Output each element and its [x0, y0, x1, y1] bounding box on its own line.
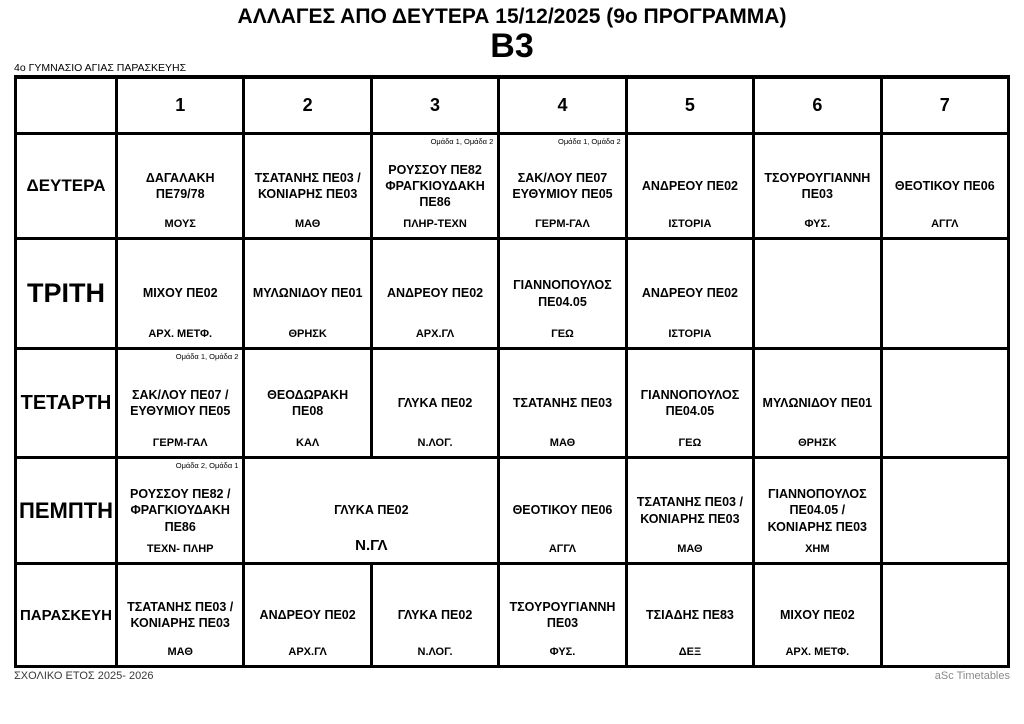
subject-name: ΑΡΧ.ΓΛ [288, 646, 327, 659]
day-label: ΔΕΥΤΕΡΑ [16, 134, 117, 239]
group-label: Ομάδα 1, Ομάδα 2 [430, 137, 494, 147]
empty-lesson-cell [881, 239, 1008, 349]
subject-name: ΓΕΡΜ-ΓΑΛ [152, 437, 208, 450]
lesson-cell [117, 564, 244, 667]
subject-name: ΙΣΤΟΡΙΑ [668, 218, 712, 231]
teacher-name: ΓΛΥΚΑ ΠΕ02 [334, 503, 409, 518]
teacher-name: ΤΣΙΑΔΗΣ ΠΕ83 [645, 607, 734, 622]
lesson-cell [117, 134, 244, 239]
lesson-cell [626, 564, 753, 667]
subject-name: ΑΡΧ. ΜΕΤΦ. [785, 646, 850, 659]
subject-name: ΚΑΛ [296, 437, 320, 450]
teacher-name: ΘΕΟΤΙΚΟΥ ΠΕ06 [512, 503, 613, 518]
lesson-cell [371, 134, 498, 239]
teacher-name: ΘΕΟΤΙΚΟΥ ΠΕ06 [894, 178, 995, 193]
subject-name: Ν.ΛΟΓ. [417, 646, 453, 659]
period-header-row [16, 78, 1009, 134]
teacher-name: ΑΝΔΡΕΟΥ ΠΕ02 [386, 286, 484, 301]
subject-name: ΜΑΘ [167, 646, 193, 659]
day-row [16, 239, 1009, 349]
empty-lesson-cell [754, 239, 881, 349]
teacher-name: ΓΛΥΚΑ ΠΕ02 [397, 607, 473, 622]
lesson-cell [117, 458, 244, 564]
subject-name: ΜΑΘ [677, 543, 703, 556]
day-label: ΤΕΤΑΡΤΗ [16, 349, 117, 458]
subject-name: ΑΓΓΛ [931, 218, 959, 231]
period-header-6: 6 [754, 78, 881, 134]
teacher-name: ΔΑΓΑΛΑΚΗ ΠΕ79/78 [145, 170, 215, 202]
lesson-cell [499, 239, 626, 349]
empty-lesson-cell [881, 564, 1008, 667]
group-label: Ομάδα 2, Ομάδα 1 [175, 461, 239, 471]
day-label: ΠΕΜΠΤΗ [16, 458, 117, 564]
period-header-2: 2 [244, 78, 371, 134]
teacher-name: ΤΣΟΥΡΟΥΓΙΑΝΝΗ ΠΕ03 [509, 599, 616, 631]
page-footer [14, 670, 1010, 682]
subject-name: ΙΣΤΟΡΙΑ [668, 328, 712, 341]
corner-cell [16, 78, 117, 134]
school-year: ΣΧΟΛΙΚΟ ΕΤΟΣ 2025- 2026 [14, 670, 154, 683]
subject-name: ΓΕΩ [678, 437, 702, 450]
teacher-name: ΣΑΚ/ΛΟΥ ΠΕ07 ΕΥΘΥΜΙΟΥ ΠΕ05 [512, 170, 613, 202]
lesson-cell [499, 134, 626, 239]
subject-name: ΤΕΧΝ- ΠΛΗΡ [146, 543, 214, 556]
teacher-name: ΑΝΔΡΕΟΥ ΠΕ02 [641, 286, 738, 301]
period-header-4: 4 [499, 78, 626, 134]
lesson-cell [244, 349, 371, 458]
lesson-cell [371, 564, 498, 667]
subject-name: Ν.ΓΛ [355, 537, 388, 555]
lesson-cell [626, 349, 753, 458]
lesson-cell [244, 134, 371, 239]
class-name: Β3 [490, 27, 534, 66]
teacher-name: ΘΕΟΔΩΡΑΚΗ ΠΕ08 [267, 387, 349, 419]
subject-name: ΜΑΘ [294, 218, 321, 231]
lesson-cell [499, 564, 626, 667]
teacher-name: ΤΣΟΥΡΟΥΓΙΑΝΝΗ ΠΕ03 [764, 170, 871, 202]
teacher-name: ΤΣΑΤΑΝΗΣ ΠΕ03 / ΚΟΝΙΑΡΗΣ ΠΕ03 [254, 170, 361, 202]
empty-lesson-cell [881, 458, 1008, 564]
lesson-cell [499, 349, 626, 458]
subject-name: ΓΕΡΜ-ΓΑΛ [535, 218, 590, 231]
teacher-name: ΓΙΑΝΝΟΠΟΥΛΟΣ ΠΕ04.05 [513, 278, 612, 309]
subject-name: ΜΟΥΣ [164, 218, 196, 231]
subject-name: Ν.ΛΟΓ. [417, 437, 453, 450]
teacher-name: ΑΝΔΡΕΟΥ ΠΕ02 [641, 178, 738, 193]
lesson-cell [244, 564, 371, 667]
group-label: Ομάδα 1, Ομάδα 2 [558, 137, 621, 147]
teacher-name: ΡΟΥΣΣΟΥ ΠΕ82 / ΦΡΑΓΚΙΟΥΔΑΚΗ ΠΕ86 [129, 487, 231, 534]
teacher-name: ΜΥΛΩΝΙΔΟΥ ΠΕ01 [252, 286, 363, 301]
subject-name: ΔΕΞ [678, 646, 702, 659]
day-label: ΠΑΡΑΣΚΕΥΗ [16, 564, 117, 667]
subject-name: ΜΑΘ [549, 437, 576, 450]
lesson-cell [499, 458, 626, 564]
lesson-cell [371, 239, 498, 349]
lesson-cell [117, 349, 244, 458]
timetable-grid [14, 76, 1010, 668]
subject-name: ΧΗΜ [805, 543, 830, 556]
subject-name: ΘΡΗΣΚ [798, 437, 837, 450]
teacher-name: ΓΙΑΝΝΟΠΟΥΛΟΣ ΠΕ04.05 / ΚΟΝΙΑΡΗΣ ΠΕ03 [767, 487, 867, 534]
generator-credit: aSc Timetables [934, 670, 1010, 683]
lesson-cell [244, 458, 499, 564]
lesson-cell [117, 239, 244, 349]
lesson-cell [626, 134, 753, 239]
period-header-1: 1 [117, 78, 244, 134]
period-header-5: 5 [626, 78, 753, 134]
subject-name: ΦΥΣ. [804, 218, 831, 231]
subject-name: ΠΛΗΡ-ΤΕΧΝ [403, 218, 467, 231]
lesson-cell [881, 134, 1008, 239]
teacher-name: ΜΙΧΟΥ ΠΕ02 [142, 286, 218, 301]
lesson-cell [626, 458, 753, 564]
day-row [16, 458, 1009, 564]
teacher-name: ΤΣΑΤΑΝΗΣ ΠΕ03 / ΚΟΝΙΑΡΗΣ ΠΕ03 [127, 599, 234, 631]
lesson-cell [371, 349, 498, 458]
timetable-body [16, 134, 1009, 667]
day-label: ΤΡΙΤΗ [16, 239, 117, 349]
subject-name: ΑΡΧ. ΜΕΤΦ. [148, 328, 213, 341]
lesson-cell [754, 349, 881, 458]
teacher-name: ΑΝΔΡΕΟΥ ΠΕ02 [259, 607, 356, 622]
teacher-name: ΣΑΚ/ΛΟΥ ΠΕ07 / ΕΥΘΥΜΙΟΥ ΠΕ05 [130, 387, 231, 419]
day-row [16, 564, 1009, 667]
group-label: Ομάδα 1, Ομάδα 2 [175, 352, 239, 362]
page-title: ΑΛΛΑΓΕΣ ΑΠΟ ΔΕΥΤΕΡΑ 15/12/2025 (9ο ΠΡΟΓΡΑΜΜΑ) [237, 5, 787, 28]
teacher-name: ΜΙΧΟΥ ΠΕ02 [779, 607, 855, 622]
period-header-3: 3 [371, 78, 498, 134]
subject-name: ΘΡΗΣΚ [288, 328, 327, 341]
lesson-cell [754, 458, 881, 564]
subject-name: ΓΕΩ [551, 328, 574, 341]
subject-name: ΑΡΧ.ΓΛ [415, 328, 455, 341]
school-name: 4ο ΓΥΜΝΑΣΙΟ ΑΓΙΑΣ ΠΑΡΑΣΚΕΥΗΣ [14, 62, 1010, 76]
teacher-name: ΓΙΑΝΝΟΠΟΥΛΟΣ ΠΕ04.05 [640, 387, 740, 419]
lesson-cell [754, 564, 881, 667]
day-row [16, 349, 1009, 458]
lesson-cell [244, 239, 371, 349]
subject-name: ΑΓΓΛ [548, 543, 577, 556]
empty-lesson-cell [881, 349, 1008, 458]
teacher-name: ΓΛΥΚΑ ΠΕ02 [397, 395, 473, 410]
period-header-7: 7 [881, 78, 1008, 134]
teacher-name: ΜΥΛΩΝΙΔΟΥ ΠΕ01 [762, 395, 873, 410]
lesson-cell [754, 134, 881, 239]
teacher-name: ΡΟΥΣΣΟΥ ΠΕ82 ΦΡΑΓΚΙΟΥΔΑΚΗ ΠΕ86 [385, 162, 485, 210]
lesson-cell [626, 239, 753, 349]
subject-name: ΦΥΣ. [549, 646, 576, 659]
teacher-name: ΤΣΑΤΑΝΗΣ ΠΕ03 / ΚΟΝΙΑΡΗΣ ΠΕ03 [636, 495, 743, 526]
teacher-name: ΤΣΑΤΑΝΗΣ ΠΕ03 [512, 395, 613, 410]
day-row [16, 134, 1009, 239]
